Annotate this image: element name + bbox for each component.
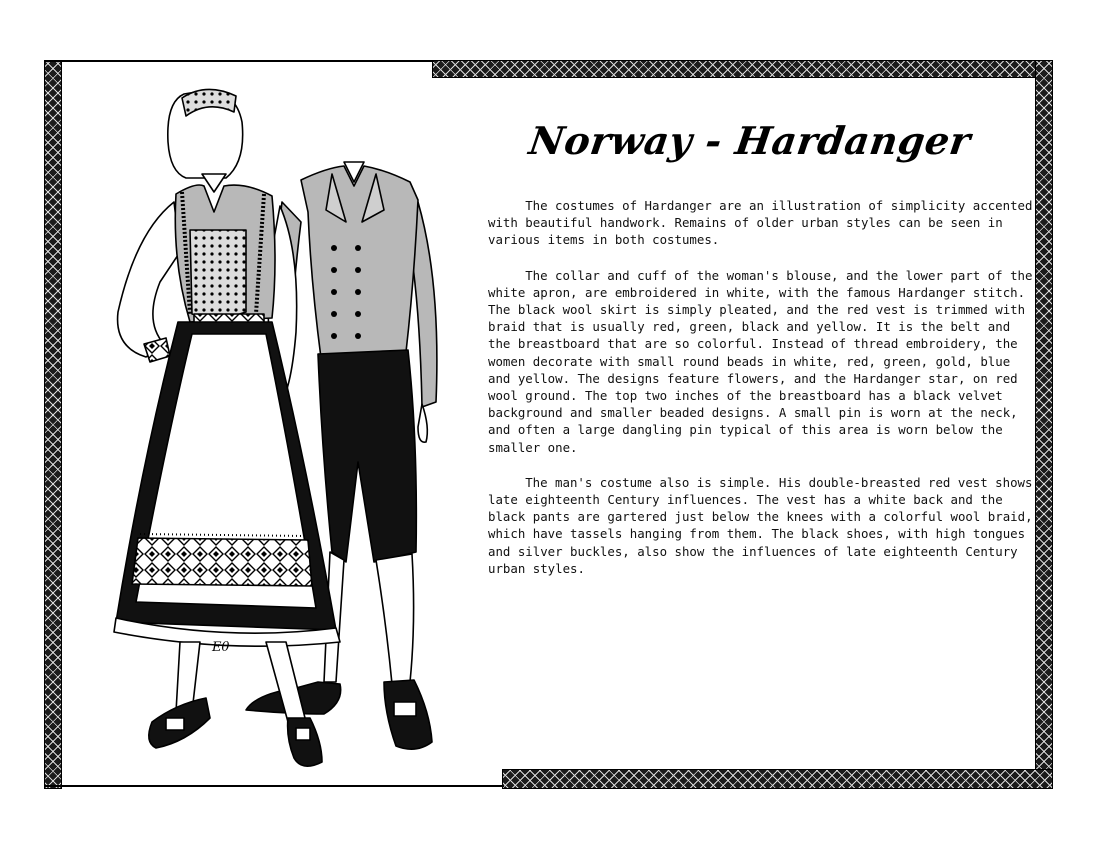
frame-rule-bottom [44,785,504,787]
frame-rule-top [44,60,434,62]
braided-border-top [432,60,1053,78]
paragraph-3: The man's costume also is simple. His double-breasted red vest shows late eighteenth Century influences. The vest has a white back and the black pants are gartered just below the knees with a colorful wool braid, which have tassels hanging from them. The black shoes, with high tongues and silver buckles, also show the influences of late eighteenth Century urban styles. [488,474,1033,576]
braided-border-right [1035,60,1053,789]
braided-border-bottom [502,769,1053,789]
braided-border-left [44,60,62,789]
description-text [488,197,1033,595]
page-title: Norway - Hardanger [526,118,974,163]
costume-illustration [96,82,456,772]
artist-signature: Eθ [212,640,230,655]
paragraph-2: The collar and cuff of the woman's blouse, and the lower part of the white apron, are embroidered in white, with the famous Hardanger stitch. The black wool skirt is simply pleated, and the red vest is trimmed with braid that is usually red, green, black and yellow. It is the belt and the breastboard that are so colorful. Instead of thread embroidery, the women decorate with small round beads in white, red, green, gold, blue and yellow. The designs feature flowers, and the Hardanger star, on red wool ground. The top two inches of the breastboard has a black velvet background and smaller beaded designs. A small pin is worn at the neck, and often a large dangling pin typical of this area is worn below the smaller one. [488,267,1033,455]
paragraph-1: The costumes of Hardanger are an illustration of simplicity accented with beautiful handwork. Remains of older urban styles can be seen in various items in both costumes. [488,198,1033,248]
